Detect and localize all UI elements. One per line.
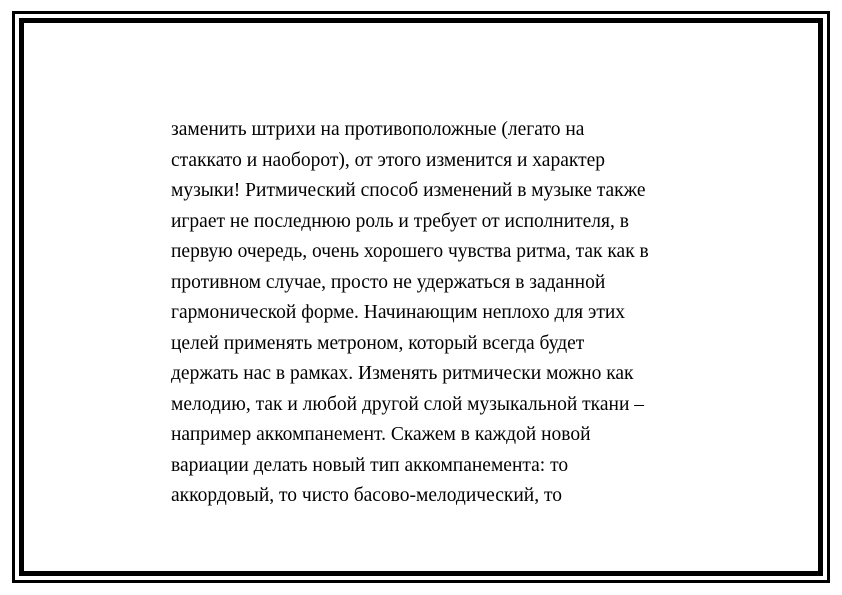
text-line-7: гармонической форме. Начинающим неплохо для этих <box>171 302 626 323</box>
text-line-1: заменить штрихи на противоположные (легато на <box>171 119 585 140</box>
text-line-13: аккордовый, то чисто басово-мелодический, то <box>171 485 562 506</box>
text-line-3: музыки! Ритмический способ изменений в музыке также <box>171 180 646 201</box>
text-line-11: например аккомпанемент. Скажем в каждой новой <box>171 424 591 445</box>
text-line-2: стаккато и наоборот), от этого изменится и характер <box>171 149 605 171</box>
text-line-8: целей применять метроном, который всегда будет <box>171 332 585 354</box>
text-line-4: играет не последнюю роль и требует от исполнителя, в <box>171 210 629 232</box>
text-line-5: первую очередь, очень хорошего чувства ритма, так как в <box>171 241 649 262</box>
body-text <box>171 115 731 512</box>
text-line-12: вариации делать новый тип аккомпанемента: то <box>171 454 569 476</box>
text-line-9: держать нас в рамках. Изменять ритмически можно как <box>171 363 634 384</box>
text-line-6: противном случае, просто не удержаться в заданной <box>171 271 606 293</box>
text-line-10: мелодию, так и любой другой слой музыкальной ткани – <box>171 393 644 415</box>
